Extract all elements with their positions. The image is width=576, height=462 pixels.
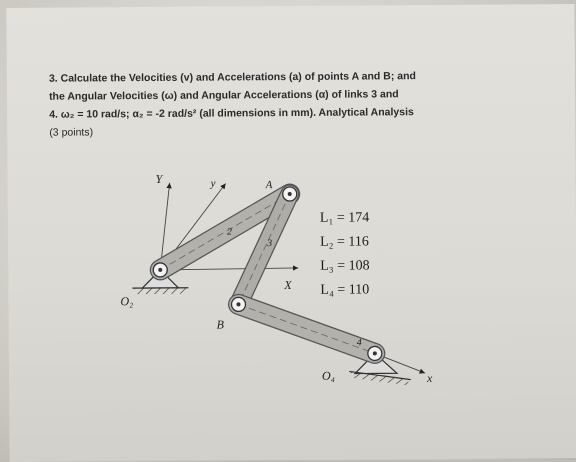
problem-line-3: 4. ω₂ = 10 rad/s; α₂ = -2 rad/s² (all dimensions in mm). Analytical Analysis [49, 102, 549, 123]
length-L1: L₁ = 174 [320, 210, 369, 225]
link-3-label: 3 [266, 238, 272, 249]
label-x: x [426, 371, 433, 385]
label-y: y [210, 178, 216, 190]
length-L3: L₃ = 108 [320, 258, 369, 273]
label-O4: O₄ [322, 369, 335, 383]
problem-line-2: the Angular Velocities (ω) and Angular Accelerations (α) of links 3 and [49, 84, 549, 105]
label-X: X [283, 278, 292, 292]
problem-line-1: 3. Calculate the Velocities (v) and Accelerations (a) of points A and B; and [49, 66, 549, 87]
length-L4: L₄ = 110 [320, 282, 369, 297]
label-A: A [265, 179, 273, 191]
length-L2: L₂ = 116 [320, 234, 369, 249]
label-O2: O₂ [120, 294, 133, 308]
mechanism-diagram [6, 4, 576, 462]
ground-hatch-O2 [134, 288, 186, 294]
paper-sheet [6, 4, 576, 462]
label-Y: Y [156, 172, 164, 186]
link-2-label: 2 [227, 226, 232, 237]
label-B: B [217, 317, 225, 331]
problem-points: (3 points) [49, 120, 549, 141]
link-4-label: 4 [357, 338, 362, 349]
